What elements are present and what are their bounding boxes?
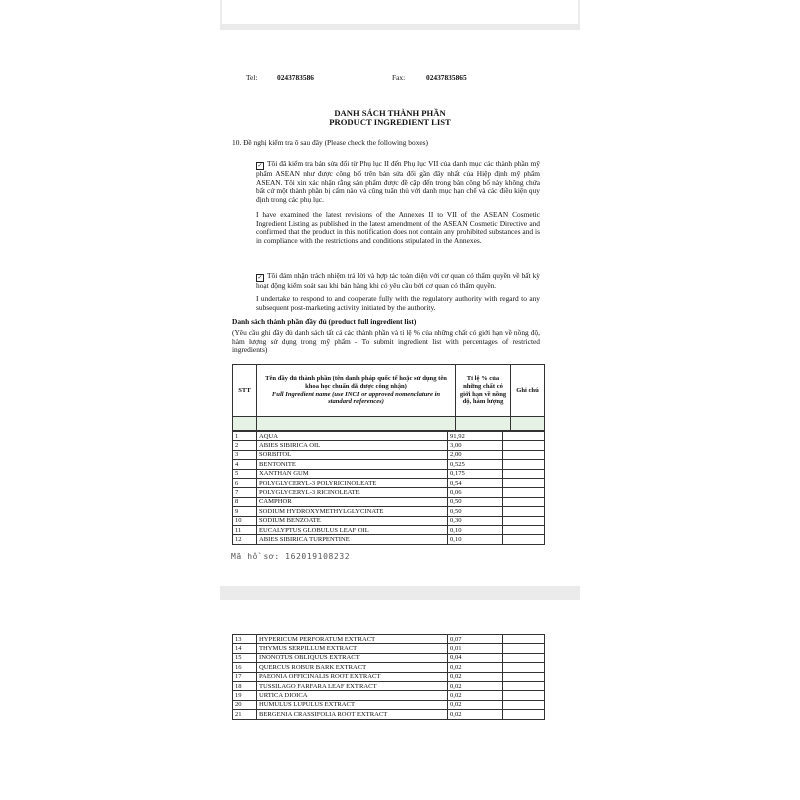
- ingredient-note: [503, 663, 545, 672]
- ingredient-note: [503, 681, 545, 690]
- title-vi: DANH SÁCH THÀNH PHẦN: [334, 108, 446, 118]
- ingredient-note: [503, 441, 545, 450]
- ingredient-percent: 0,10: [448, 535, 503, 544]
- ingredient-note: [503, 525, 545, 534]
- row-number: 18: [233, 681, 257, 690]
- row-number: 4: [233, 460, 257, 469]
- table-row: [233, 635, 545, 644]
- row-number: 7: [233, 488, 257, 497]
- ingredient-percent: 0,50: [448, 507, 503, 516]
- ingredient-name: SODIUM BENZOATE: [257, 516, 448, 525]
- ingredient-name: XANTHAN GUM: [257, 469, 448, 478]
- row-number: 9: [233, 507, 257, 516]
- check-item-1-en: I have examined the latest revisions of the Annexes II to VII of the ASEAN Cosmetic Ingredient Listing as published in the latest amendment of the ASEAN Cosmetic Directive and confirmed that the product in this notification does not contain any prohibited substances and is in compliance with the restrictions and conditions stipulated in the Annexes.: [256, 210, 540, 245]
- ingredient-percent: 0,02: [448, 700, 503, 709]
- ingredient-percent: 0,175: [448, 469, 503, 478]
- table-row: [233, 488, 545, 497]
- check-item-1-vi: [256, 160, 540, 204]
- table-row: [233, 644, 545, 653]
- header-name-vi: Tên đầy đủ thành phần (tên danh pháp quốc tế hoặc sử dụng tên khoa học chuẩn đã được công nhận): [265, 375, 447, 390]
- ingredient-name: AQUA: [257, 432, 448, 441]
- ingredient-table-page-1: [232, 431, 545, 545]
- ingredient-name: SORBITOL: [257, 450, 448, 459]
- ingredient-table-page-2: [232, 634, 545, 720]
- ingredient-note: [503, 507, 545, 516]
- fax-value: 02437835865: [426, 73, 467, 82]
- ingredient-percent: 0,50: [448, 497, 503, 506]
- table-row: [233, 441, 545, 450]
- header-name: [257, 365, 456, 417]
- ingredient-name: PAEONIA OFFICINALIS ROOT EXTRACT: [257, 672, 448, 681]
- table-row: [233, 525, 545, 534]
- ingredient-percent: 0,07: [448, 635, 503, 644]
- ingredient-name: INONOTUS OBLIQUUS EXTRACT: [257, 653, 448, 662]
- ingredient-note: [503, 635, 545, 644]
- ingredient-name: BERGENIA CRASSIFOLIA ROOT EXTRACT: [257, 710, 448, 719]
- check-item-2-vi: [256, 272, 540, 291]
- ingredient-note: [503, 432, 545, 441]
- table-row: [233, 478, 545, 487]
- table-row: [233, 516, 545, 525]
- table-row: [233, 663, 545, 672]
- row-number: 14: [233, 644, 257, 653]
- row-number: 1: [233, 432, 257, 441]
- ingredient-name: BENTONITE: [257, 460, 448, 469]
- ingredient-note: [503, 535, 545, 544]
- row-number: 13: [233, 635, 257, 644]
- fax-label: Fax:: [392, 73, 406, 82]
- table-row: [233, 653, 545, 662]
- ingredient-note: [503, 516, 545, 525]
- table-row: [233, 450, 545, 459]
- ingredient-percent: 0,02: [448, 681, 503, 690]
- check-item-2-vi-text: Tôi đảm nhận trách nhiệm trả lời và hợp tác toàn diện với cơ quan có thẩm quyền về bất kỳ hoạt động kiểm soát sau khi bán hàng khi có yêu cầu bởi cơ quan có thẩm quyền.: [256, 271, 540, 290]
- row-number: 12: [233, 535, 257, 544]
- table-row: [233, 672, 545, 681]
- ingredient-name: ABIES SIBIRICA TURPENTINE: [257, 535, 448, 544]
- table-row: [233, 432, 545, 441]
- table-row: [233, 691, 545, 700]
- row-number: 21: [233, 710, 257, 719]
- ingredient-note: [503, 691, 545, 700]
- row-number: 11: [233, 525, 257, 534]
- row-number: 17: [233, 672, 257, 681]
- checked-box-icon: ✓: [257, 163, 263, 169]
- ingredient-percent: 0,10: [448, 525, 503, 534]
- row-number: 16: [233, 663, 257, 672]
- ingredient-percent: 0,04: [448, 653, 503, 662]
- ingredient-percent: 0,06: [448, 488, 503, 497]
- ingredient-note: [503, 710, 545, 719]
- row-number: 3: [233, 450, 257, 459]
- page-separator-middle: [220, 586, 580, 600]
- header-percent: Tỉ lệ % của những chất có giới hạn về nồng độ, hàm lượng: [456, 365, 511, 417]
- ingredient-name: URTICA DIOICA: [257, 691, 448, 700]
- ingredient-note: [503, 653, 545, 662]
- ingredient-name: POLYGLYCERYL-3 RICINOLEATE: [257, 488, 448, 497]
- table-row: [233, 507, 545, 516]
- section-10-heading: 10. Đề nghị kiểm tra ô sau đây (Please check the following boxes): [232, 138, 429, 147]
- ingredient-name: THYMUS SERPILLUM EXTRACT: [257, 644, 448, 653]
- header-spacer: [233, 417, 257, 431]
- row-number: 6: [233, 478, 257, 487]
- ingredient-percent: 0,02: [448, 663, 503, 672]
- row-number: 5: [233, 469, 257, 478]
- ingredient-name: POLYGLYCERYL-3 POLYRICINOLEATE: [257, 478, 448, 487]
- ingredient-percent: 0,01: [448, 644, 503, 653]
- row-number: 20: [233, 700, 257, 709]
- ingredient-name: HUMULUS LUPULUS EXTRACT: [257, 700, 448, 709]
- ingredient-name: SODIUM HYDROXYMETHYLGLYCINATE: [257, 507, 448, 516]
- table-row: [233, 710, 545, 719]
- ingredient-note: [503, 478, 545, 487]
- ingredient-name: ABIES SIBIRICA OIL: [257, 441, 448, 450]
- ingredient-name: TUSSILAGO FARFARA LEAF EXTRACT: [257, 681, 448, 690]
- table-row: [233, 469, 545, 478]
- row-number: 15: [233, 653, 257, 662]
- ingredient-percent: 0,02: [448, 710, 503, 719]
- row-number: 2: [233, 441, 257, 450]
- check-item-1-vi-text: Tôi đã kiểm tra bản sửa đổi từ Phụ lục II đến Phụ lục VII của danh mục các thành phần mỹ phẩm ASEAN như được công bố trên bản sửa đổi gần đây nhất của Hiệp định mỹ phẩm ASEAN. Tôi xin xác nhận rằng sản phẩm được đề cập đến trong bản công bố này không chứa bất cứ một thành phần bị cấm nào và cũng tuân thủ với danh mục hạn chế và các điều kiện quy định trong các phụ lục.: [256, 159, 540, 204]
- table-row: [233, 497, 545, 506]
- dossier-number: Mã hồ sơ: 162019108232: [231, 552, 351, 561]
- row-number: 10: [233, 516, 257, 525]
- ingredient-percent: 2,00: [448, 450, 503, 459]
- table-row: [233, 700, 545, 709]
- table-row: [233, 460, 545, 469]
- ingredient-note: [503, 700, 545, 709]
- ingredient-percent: 91,92: [448, 432, 503, 441]
- ingredient-table-header: [232, 364, 545, 431]
- ingredient-list-heading: Danh sách thành phần đầy đủ (product full ingredient list): [232, 317, 417, 326]
- ingredient-name: HYPERICUM PERFORATUM EXTRACT: [257, 635, 448, 644]
- row-number: 8: [233, 497, 257, 506]
- title-en: PRODUCT INGREDIENT LIST: [329, 117, 451, 127]
- header-name-en: Full Ingredient name (use INCI or approved nomenclature in standard references): [271, 390, 441, 406]
- row-number: 19: [233, 691, 257, 700]
- ingredient-note: [503, 644, 545, 653]
- ingredient-name: CAMPHOR: [257, 497, 448, 506]
- tel-value: 0243783586: [277, 73, 314, 82]
- ingredient-name: QUERCUS ROBUR BARK EXTRACT: [257, 663, 448, 672]
- table-row: [233, 535, 545, 544]
- page-top-edge: [222, 0, 578, 24]
- ingredient-percent: 0,54: [448, 478, 503, 487]
- ingredient-note: [503, 672, 545, 681]
- ingredient-note: [503, 469, 545, 478]
- ingredient-percent: 0,30: [448, 516, 503, 525]
- ingredient-list-note: (Yêu cầu ghi đầy đủ danh sách tất cả các thành phần và tỉ lệ % của những chất có giới hạn về nồng độ, hàm lượng sử dụng trong mỹ phẩm - To submit ingredient list with percentages of restricted ingredients): [232, 328, 540, 355]
- ingredient-percent: 3,00: [448, 441, 503, 450]
- header-spacer: [257, 417, 456, 431]
- ingredient-note: [503, 450, 545, 459]
- header-note: Ghi chú: [511, 365, 545, 417]
- header-spacer: [456, 417, 511, 431]
- ingredient-note: [503, 497, 545, 506]
- header-spacer: [511, 417, 545, 431]
- table-row: [233, 681, 545, 690]
- ingredient-name: EUCALYPTUS GLOBULUS LEAF OIL: [257, 525, 448, 534]
- ingredient-note: [503, 488, 545, 497]
- header-stt: STT: [233, 365, 257, 417]
- ingredient-note: [503, 460, 545, 469]
- ingredient-percent: 0,525: [448, 460, 503, 469]
- ingredient-percent: 0,02: [448, 691, 503, 700]
- tel-label: Tel:: [246, 73, 258, 82]
- checked-box-icon: ✓: [257, 275, 263, 281]
- check-item-2-en: I undertake to respond to and cooperate fully with the regulatory authority with regard to any subsequent post-marketing activity initiated by the authority.: [256, 294, 540, 312]
- ingredient-percent: 0,02: [448, 672, 503, 681]
